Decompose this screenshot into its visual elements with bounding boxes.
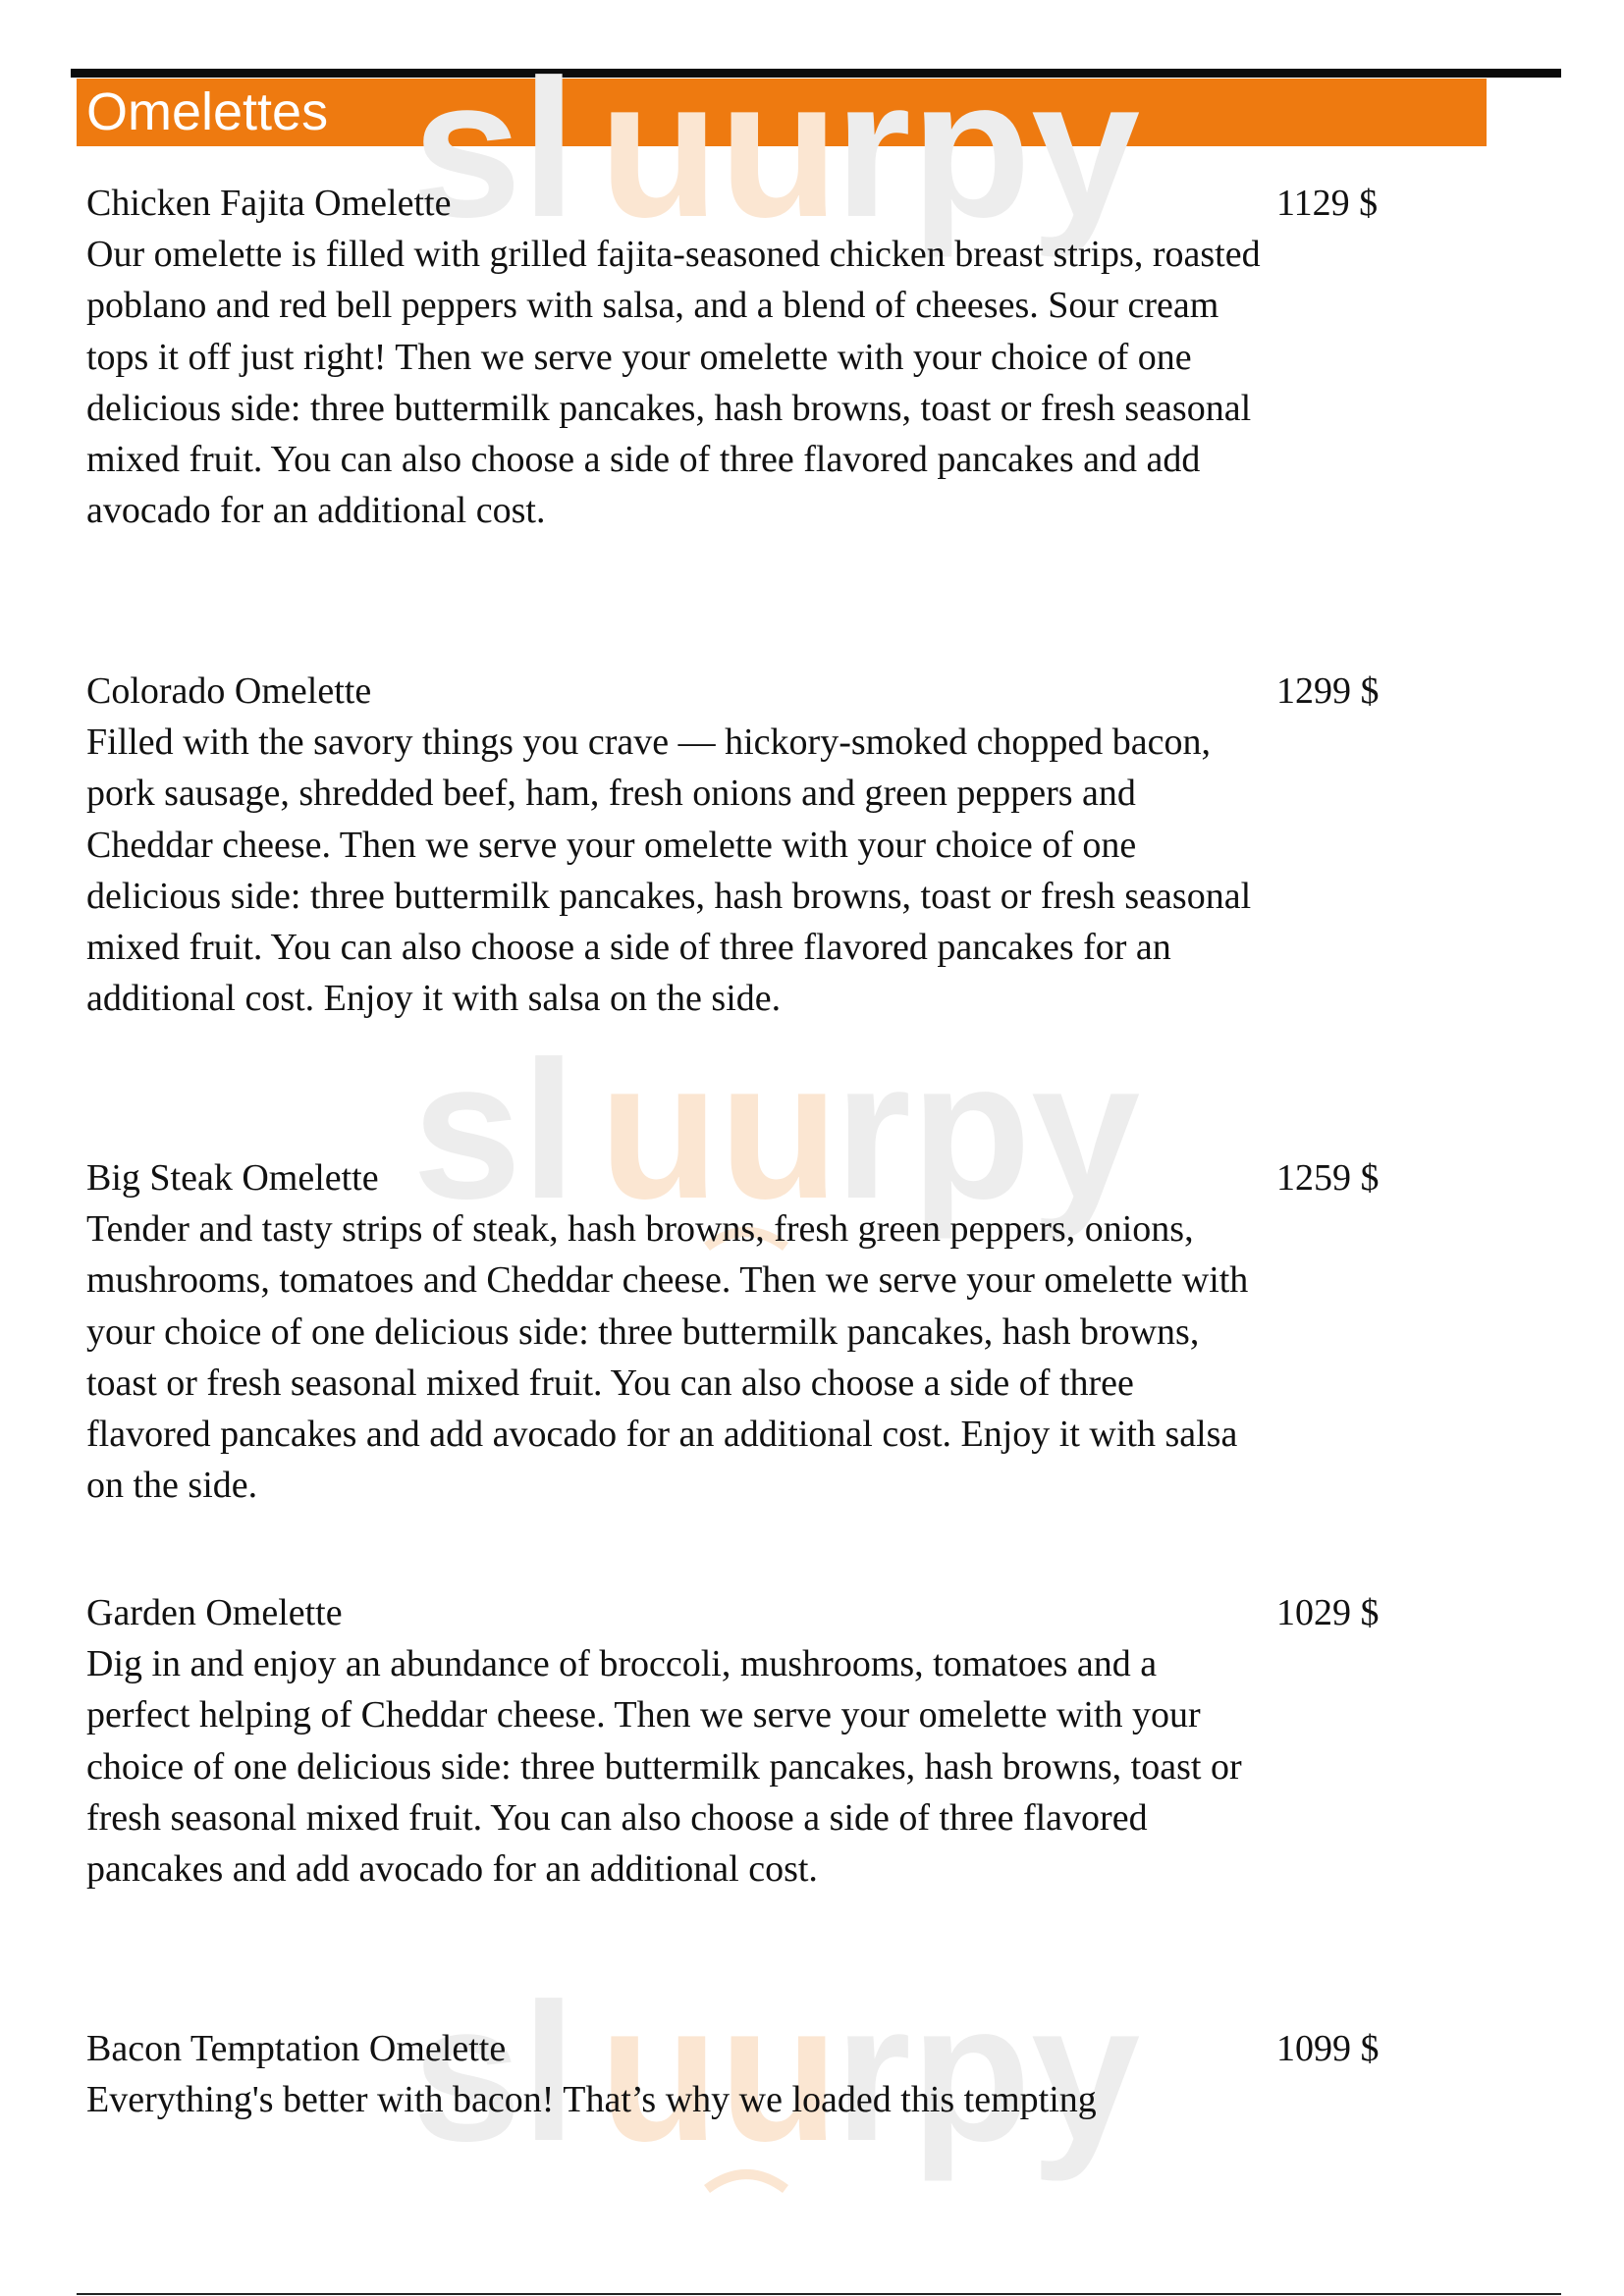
- menu-item: [86, 178, 1402, 537]
- svg-text:rpy: rpy: [835, 1021, 1141, 1240]
- item-name: Big Steak Omelette: [86, 1157, 379, 1199]
- svg-text:uu: uu: [599, 39, 839, 258]
- svg-text:rpy: rpy: [835, 1963, 1141, 2182]
- item-name: Bacon Temptation Omelette: [86, 2028, 507, 2069]
- item-price: 1129 $: [1276, 183, 1379, 224]
- item-name: Colorado Omelette: [86, 670, 372, 712]
- menu-item: [86, 2023, 1402, 2125]
- menu-item: [86, 666, 1402, 1025]
- item-description: Our omelette is filled with grilled fajita-seasoned chicken breast strips, roasted poblano and red bell peppers with salsa, and a blend of cheeses. Sour cream tops it off just right! Then we serve your omelette with your choice of one delicious side: three buttermilk pancakes, hash browns, toast or fresh seasonal mixed fruit. You can also choose a side of three flavored pancakes and add avocado for an additional cost.: [86, 234, 1261, 532]
- bottom-rule: [77, 2293, 1561, 2295]
- item-name: Chicken Fajita Omelette: [86, 183, 452, 224]
- svg-text:rpy: rpy: [835, 39, 1141, 258]
- item-description: Everything's better with bacon! That’s why we loaded this tempting: [86, 2079, 1097, 2120]
- item-description: Dig in and enjoy an abundance of broccoli, mushrooms, tomatoes and a perfect helping of Cheddar cheese. Then we serve your omelette with your choice of one delicious side: three buttermilk pancakes, hash browns, toast or fresh seasonal mixed fruit. You can also choose a side of three flavored pancakes and add avocado for an additional cost.: [86, 1643, 1242, 1891]
- svg-text:uu: uu: [599, 1963, 839, 2182]
- svg-text:sl: sl: [412, 1021, 576, 1240]
- item-name: Garden Omelette: [86, 1592, 343, 1633]
- svg-text:sl: sl: [412, 1963, 576, 2182]
- svg-text:sl: sl: [412, 39, 576, 258]
- menu-item: [86, 1152, 1402, 1512]
- item-price: 1099 $: [1276, 2028, 1380, 2069]
- item-description: Filled with the savory things you crave — hickory-smoked chopped bacon, pork sausage, shredded beef, ham, fresh onions and green peppers and Cheddar cheese. Then we serve your omelette with your choice of one delicious side: three buttermilk pancakes, hash browns, toast or fresh seasonal mixed fruit. You can also choose a side of three flavored pancakes for an additional cost. Enjoy it with salsa on the side.: [86, 721, 1252, 1020]
- item-price: 1299 $: [1276, 670, 1380, 712]
- svg-text:uu: uu: [599, 1021, 839, 1240]
- section-title: Omelettes: [86, 82, 329, 141]
- menu-item: [86, 1587, 1402, 1895]
- item-description: Tender and tasty strips of steak, hash browns, fresh green peppers, onions, mushrooms, tomatoes and Cheddar cheese. Then we serve your omelette with your choice of one delicious side: three buttermilk pancakes, hash browns, toast or fresh seasonal mixed fruit. You can also choose a side of three flavored pancakes and add avocado for an additional cost. Enjoy it with salsa on the side.: [86, 1208, 1249, 1507]
- item-price: 1259 $: [1276, 1157, 1380, 1199]
- item-price: 1029 $: [1276, 1592, 1380, 1633]
